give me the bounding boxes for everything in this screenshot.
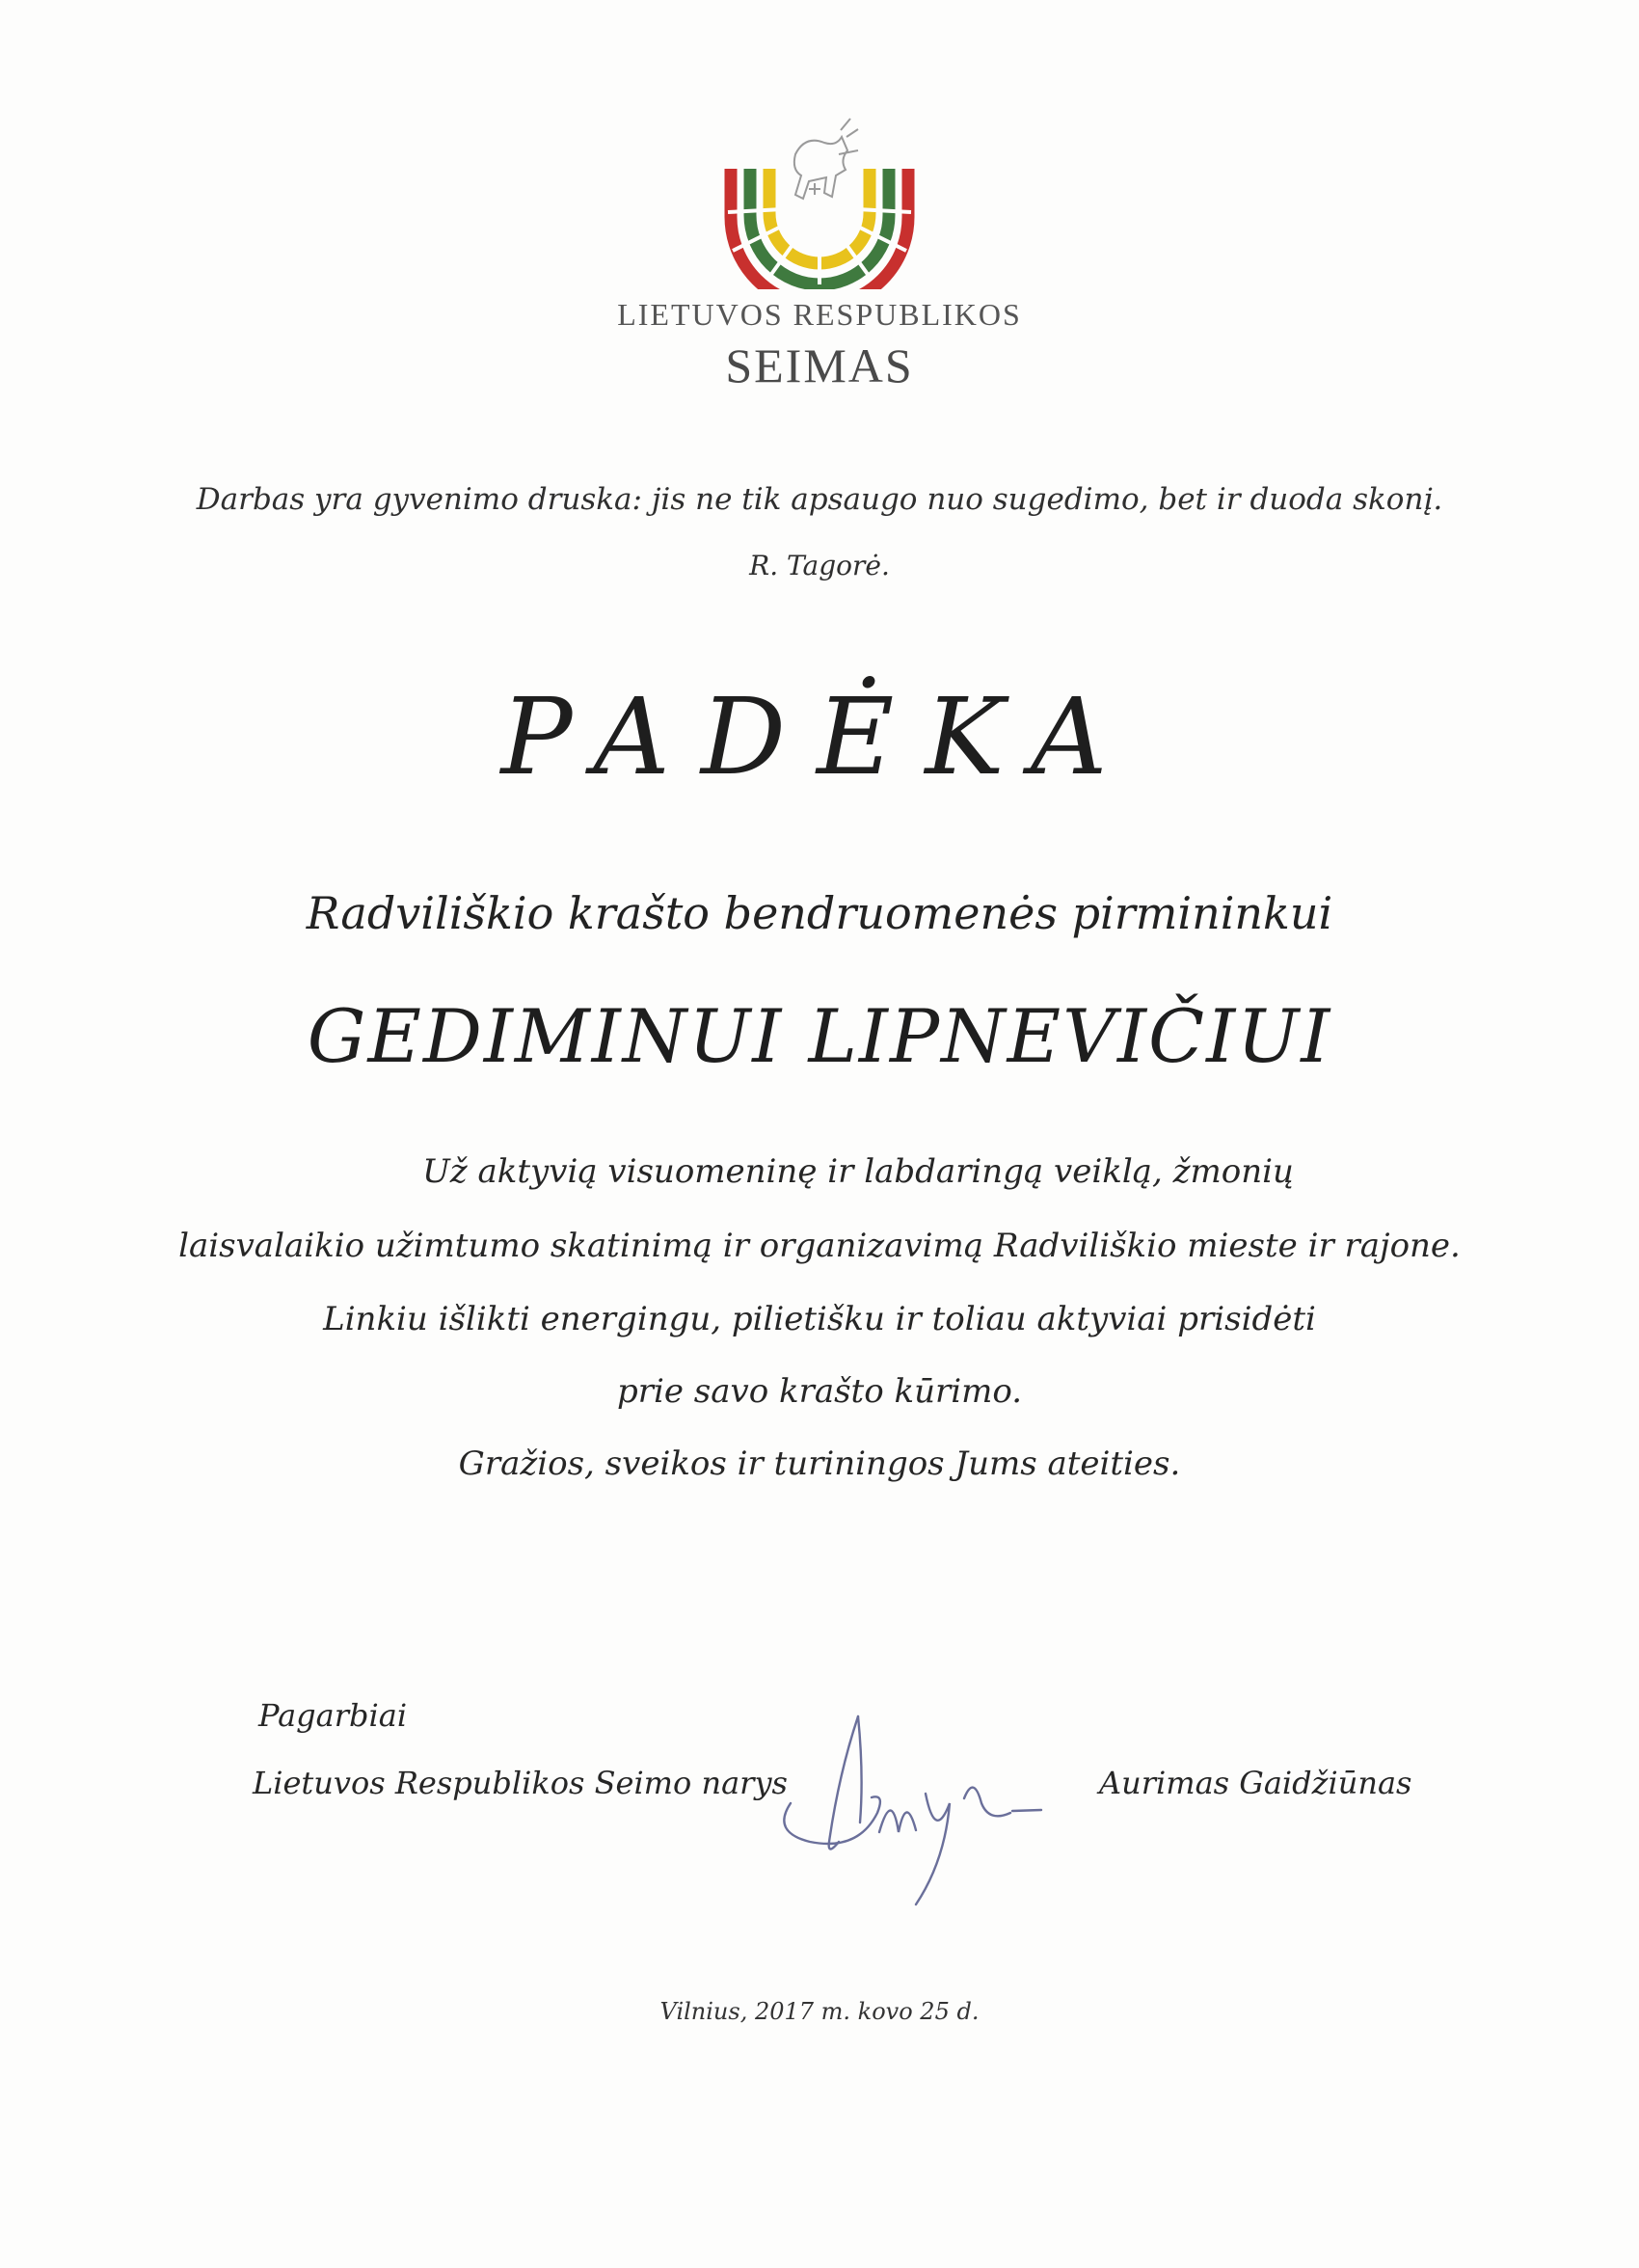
issue-date: Vilnius, 2017 m. kovo 25 d. [659, 1998, 980, 2025]
body-line: Linkiu išlikti energingu, pilietišku ir toliau aktyviai prisidėti [323, 1300, 1316, 1338]
org-name-line2: SEIMAS [725, 338, 914, 392]
handwritten-signature [771, 1697, 1051, 1909]
body-line: laisvalaikio užimtumo skatinimą ir organizavimą Radviliškio mieste ir rajone. [178, 1227, 1461, 1265]
signatory-role: Lietuvos Respublikos Seimo narys [253, 1765, 788, 1801]
recipient-name: GEDIMINUI LIPNEVIČIUI [307, 993, 1332, 1079]
epigraph-author: R. Tagorė. [749, 550, 890, 581]
seimas-emblem-icon [675, 116, 964, 289]
recipient-role: Radviliškio krašto bendruomenės pirmininkui [306, 887, 1333, 939]
body-line: prie savo krašto kūrimo. [616, 1372, 1023, 1411]
org-name-line1: LIETUVOS RESPUBLIKOS [617, 297, 1022, 332]
epigraph-quote: Darbas yra gyvenimo druska: jis ne tik apsaugo nuo sugedimo, bet ir duoda skonį. [196, 482, 1443, 517]
signatory-name: Aurimas Gaidžiūnas [1099, 1765, 1412, 1801]
closing-regards: Pagarbiai [258, 1697, 408, 1734]
certificate-title: PADĖKA [500, 675, 1139, 798]
body-line: Gražios, sveikos ir turiningos Jums ateities. [458, 1444, 1181, 1483]
body-line: Už aktyvią visuomeninę ir labdaringą veiklą, žmonių [422, 1152, 1294, 1191]
